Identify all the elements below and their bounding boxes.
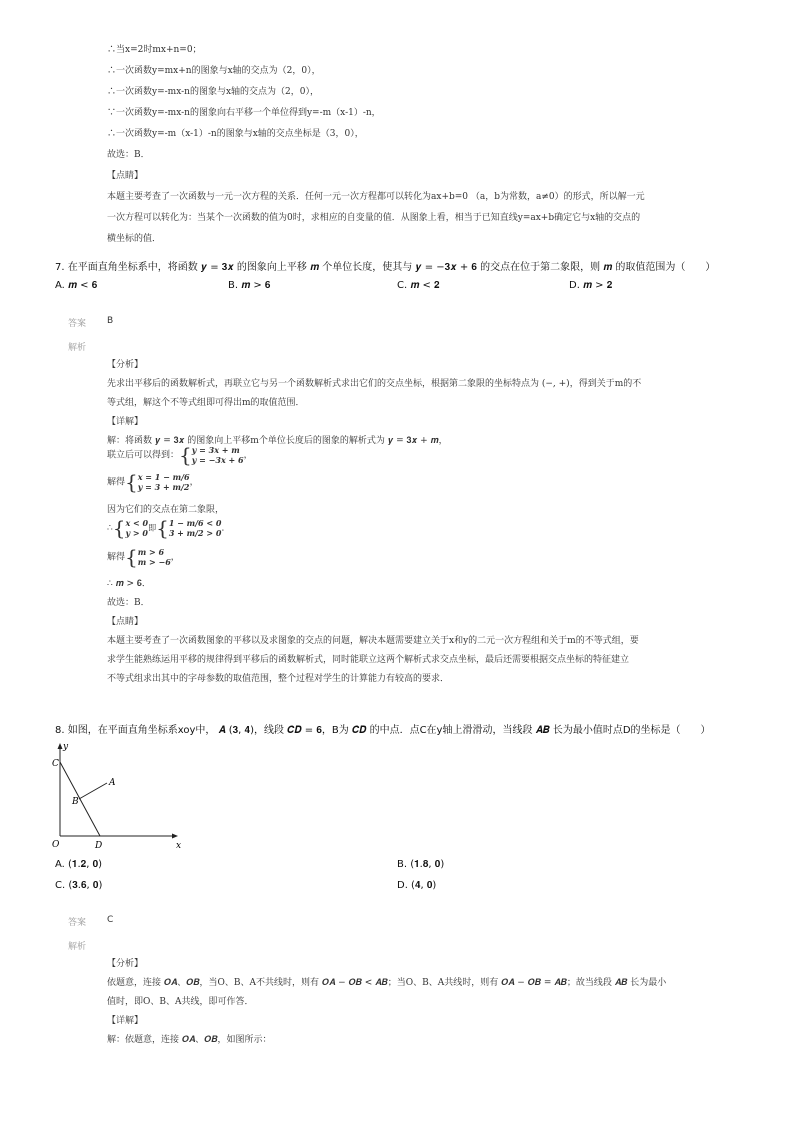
solution-line: ∴一次函数y=mx+n的图象与x轴的交点为（2，0）， (107, 66, 321, 76)
inequality-system (138, 547, 171, 567)
option-c[interactable]: C. (𝟑.𝟔, 𝟎) (55, 880, 103, 891)
inequality: m > −6 (137, 557, 171, 567)
inequality: 1 − m/6 < 0 (168, 518, 222, 528)
point-a-label: A (109, 778, 116, 788)
equation-system (192, 445, 244, 465)
option-d[interactable]: D. (𝟒, 𝟎) (397, 880, 437, 891)
inequality-system-line (107, 547, 180, 568)
solution-line: 本题主要考查了一次函数图象的平移以及求图象的交点的问题，解决本题需要建立关于x和y的二元一次方程组和关于m的不等式组，要 (107, 636, 639, 646)
brace-symbol: { (156, 516, 169, 540)
brace-symbol: { (125, 470, 138, 494)
solution-line: ∴ 𝒎 > 𝟔． (107, 579, 151, 589)
solution-line: 不等式组求出其中的字母参数的取值范围，整个过程对学生的计算能力有较高的要求． (107, 674, 450, 684)
answer-value: B (107, 316, 114, 326)
equation-system (138, 472, 190, 492)
solution-line: 故选：B． (107, 150, 150, 160)
solution-line: 因为它们的交点在第二象限， (107, 505, 225, 515)
solution-line: 先求出平移后的函数解析式，再联立它与另一个函数解析式求出它们的交点坐标，根据第二象限的坐标特点为 (−, +)，得到关于m的不 (107, 379, 642, 389)
solution-line: ∴一次函数y=-mx-n的图象与x轴的交点为（2，0）， (107, 87, 319, 97)
answer-label: 答案 (68, 319, 87, 329)
solution-line: 依题意，连接 𝑶𝑨、𝑶𝑩，当O、B、A不共线时，则有 𝑶𝑨 − 𝑶𝑩 < 𝑨𝑩；当O、B、A共线时，则有 𝑶𝑨 − 𝑶𝑩 = 𝑨𝑩；故当线段 𝑨𝑩 长为最小 (107, 978, 667, 988)
inequality: y > 0 (125, 528, 148, 538)
solution-line: ∴当x=2时mx+n=0； (107, 45, 202, 55)
punct: ， (243, 450, 253, 461)
question-stem: 8. 如图，在平面直角坐标系xoy中， 𝑨 (𝟑, 𝟒)，线段 𝑪𝑫 = 𝟔，B为 𝑪𝑫 的中点．点C在y轴上滑滑动，当线段 𝑨𝑩 长为最小值时点D的坐标是（ ） (55, 725, 711, 736)
coordinate-figure (48, 737, 188, 852)
punct: ． (221, 523, 231, 534)
fenxi-heading: 【分析】 (107, 959, 144, 969)
answer-label: 答案 (68, 918, 87, 928)
solution-line: 一次方程可以转化为：当某个一次函数的值为0时，求相应的自变量的值．从图象上看，相当于已知直线y=ax+b确定它与x轴的交点的 (107, 213, 641, 223)
point-d-label: D (95, 841, 103, 851)
fenxi-heading: 【分析】 (107, 360, 144, 370)
answer-value: C (107, 915, 114, 925)
line-prefix: 解得 (107, 552, 126, 563)
solution-line: 值时，即O、B、A共线，即可作答． (107, 997, 254, 1007)
inequality: 3 + m/2 > 0 (168, 528, 222, 538)
question-stem: 7. 在平面直角坐标系中，将函数 𝒚 = 𝟑𝒙 的图象向上平移 𝒎 个单位长度，使其与 𝒚 = −𝟑𝒙 + 𝟔 的交点在位于第二象限，则 𝒎 的取值范围为（ ） (55, 262, 716, 273)
point-c-label: C (52, 759, 59, 769)
x-axis-arrow-icon (172, 834, 178, 839)
option-a[interactable]: A. (𝟏.𝟐, 𝟎) (55, 859, 103, 870)
solution-line: 求学生能熟练运用平移的规律得到平移后的函数解析式，同时能联立这两个解析式求交点坐标，最后还需要根据交点坐标的特征建立 (107, 655, 630, 665)
connector-text: 即 (148, 523, 157, 533)
line-prefix: ∴ (107, 523, 113, 534)
option-a[interactable]: A. 𝒎 < 𝟔 (55, 280, 98, 291)
equation: y = −3x + 6 (191, 455, 244, 465)
xiangjie-heading: 【详解】 (107, 417, 144, 427)
solution-line: ∵一次函数y=-mx-n的图象向右平移一个单位得到y=-m（x-1）-n， (107, 108, 381, 118)
solution-line: 故选：B． (107, 598, 150, 608)
point-o-label: O (52, 840, 60, 850)
point-b-label: B (72, 797, 79, 807)
x-axis-label: x (176, 841, 182, 851)
punct: ， (189, 477, 199, 488)
y-axis-arrow-icon (58, 743, 63, 749)
solution-line: 横坐标的值． (107, 234, 162, 244)
brace-symbol: { (112, 516, 126, 540)
equation: y = 3 + m/2 (137, 482, 190, 492)
inequality: m > 6 (137, 547, 165, 557)
equation: x = 1 − m/6 (137, 472, 190, 482)
equation: y = 3x + m (191, 445, 240, 455)
inequality-system-line (107, 518, 230, 539)
solution-line: ∴一次函数y=-m（x-1）-n的图象与x轴的交点坐标是（3，0）， (107, 129, 364, 139)
option-d[interactable]: D. 𝒎 > 𝟐 (569, 280, 613, 291)
xiangjie-heading: 【详解】 (107, 1016, 144, 1026)
punct: ， (170, 552, 180, 563)
solution-line: 解：将函数 𝒚 = 𝟑𝒙 的图象向上平移m个单位长度后的图象的解析式为 𝒚 = 𝟑𝒙 + 𝒎， (107, 436, 448, 446)
solution-line: 解：依题意，连接 𝑶𝑨、𝑶𝑩，如图所示： (107, 1035, 272, 1045)
equation-system-line (107, 472, 199, 493)
option-c[interactable]: C. 𝒎 < 𝟐 (397, 280, 440, 291)
y-axis-label: y (63, 742, 69, 752)
option-b[interactable]: B. 𝒎 > 𝟔 (228, 280, 271, 291)
solution-line: 等式组，解这个不等式组即可得出m的取值范围． (107, 398, 305, 408)
line-prefix: 解得 (107, 477, 126, 488)
equation-system-line (107, 445, 253, 466)
brace-symbol: { (125, 545, 138, 569)
inequality-system (169, 518, 222, 538)
line-prefix: 联立后可以得到： (107, 450, 180, 461)
dianjing-heading: 【点睛】 (107, 617, 144, 627)
brace-symbol: { (179, 443, 192, 467)
option-b[interactable]: B. (𝟏.𝟖, 𝟎) (397, 859, 445, 870)
analysis-label: 解析 (68, 343, 87, 353)
analysis-label: 解析 (68, 942, 87, 952)
solution-line: 本题主要考查了一次函数与一元一次方程的关系．任何一元一次方程都可以转化为ax+b=0 （a，b为常数，a≠0）的形式，所以解一元 (107, 192, 645, 202)
segment-ab (79, 783, 107, 799)
dianjing-heading: 【点睛】 (107, 171, 144, 181)
inequality: x < 0 (125, 518, 149, 528)
inequality-system (125, 518, 148, 538)
